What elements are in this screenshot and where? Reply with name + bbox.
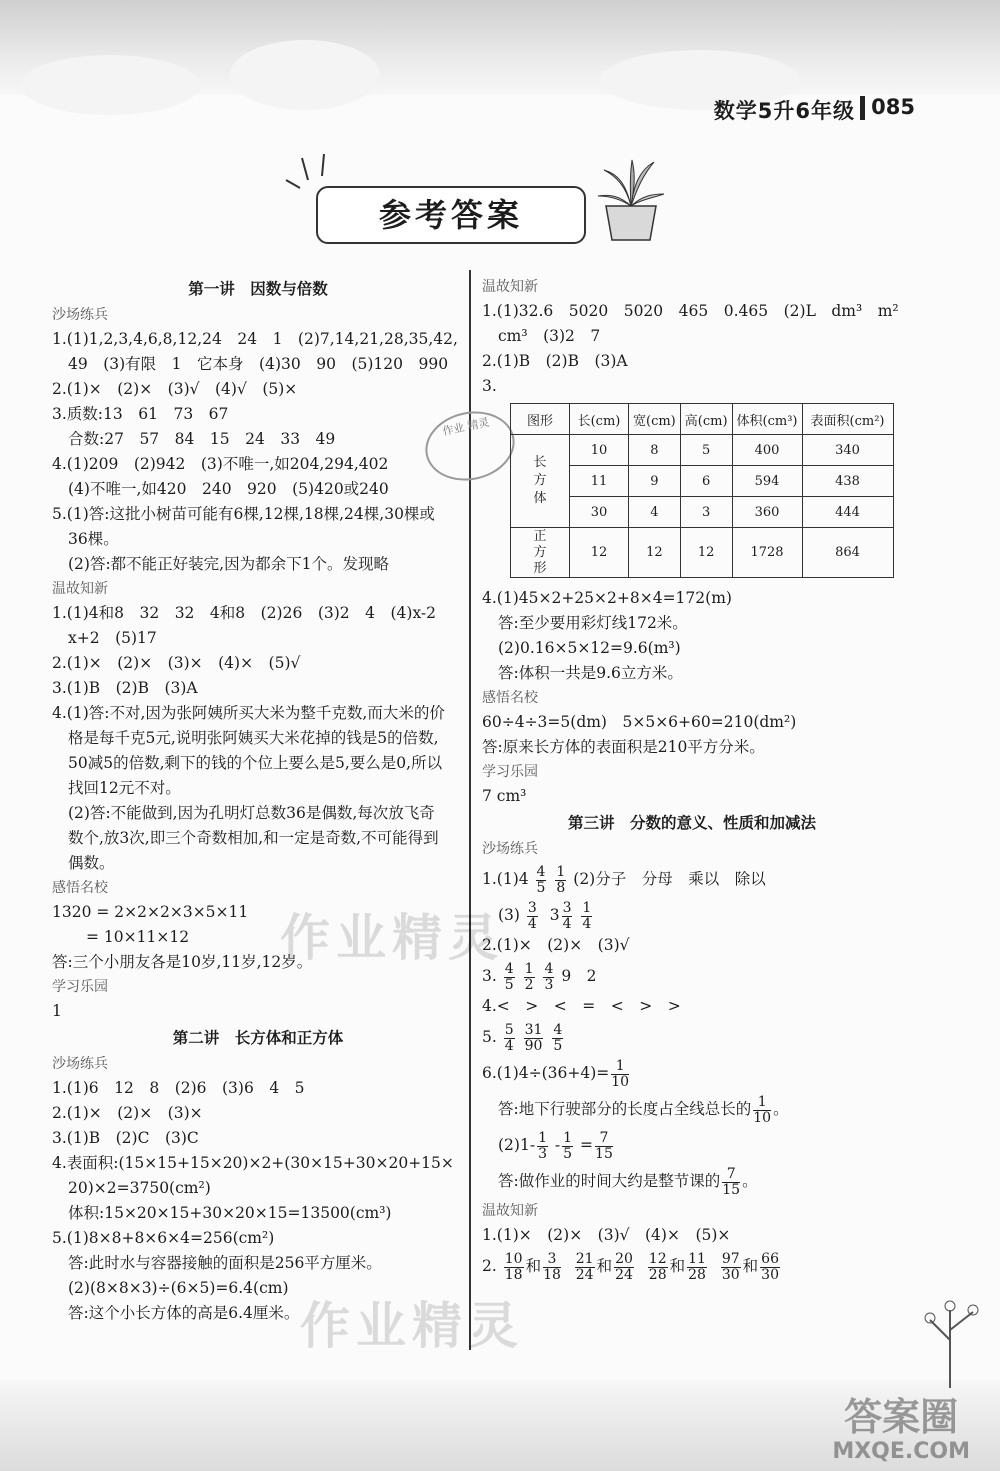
answer-line: 3.(1)B (2)B (3)A: [52, 679, 198, 697]
table-cell: 12: [570, 528, 629, 578]
header-banner: [0, 0, 1000, 95]
answer-line: 答:体积一共是9.6立方米。: [498, 664, 683, 682]
answer-line: (3) $\frac{3}{4}$ 3 $\frac{3}{4}$ $\frac{1}{4}$: [498, 899, 592, 932]
left-column: [52, 275, 464, 1326]
answer-line: 2.(1)× (2)× (3)√: [482, 936, 630, 954]
fraction: $\frac{12}{28}$: [648, 1250, 667, 1283]
answer-line: 答:三个小朋友各是10岁,11岁,12岁。: [52, 953, 313, 971]
answer-line: 4.(1)答:不对,因为张阿姨所买大米为整千克数,而大米的价: [52, 704, 445, 722]
table-header-cell: 图形: [511, 404, 570, 435]
fraction: $\frac{11}{28}$: [688, 1250, 706, 1283]
fraction: $\frac{1}{2}$: [524, 960, 534, 993]
table-cell: 438: [802, 466, 893, 497]
answer-line: 1320 = 2×2×2×3×5×11: [52, 903, 249, 921]
answer-line: 49 (3)有限 1 它本身 (4)30 90 (5)120 990: [68, 355, 449, 373]
answer-line: x+2 (5)17: [68, 629, 157, 647]
answer-line: 4.< > < = < > >: [482, 997, 681, 1015]
section-heading: 第三讲 分数的意义、性质和加减法: [567, 814, 816, 832]
table-cell: 3: [680, 497, 732, 528]
answer-line: 6.(1)4÷(36+4)= $\frac{1}{10}$: [482, 1057, 630, 1090]
answer-line: 36棵。: [68, 530, 119, 548]
table-cell: 12: [680, 528, 732, 578]
answer-line: 4.(1)209 (2)942 (3)不唯一,如204,294,402: [52, 455, 389, 473]
fraction: $\frac{20}{24}$: [615, 1250, 633, 1283]
answer-line: 答:做作业的时间大约是整节课的 $\frac{7}{15}$ 。: [498, 1165, 758, 1198]
answer-line: 3.质数:13 61 73 67: [52, 405, 229, 423]
answer-line: 1.(1)4 $\frac{4}{5}$ $\frac{1}{8}$ (2)分子 分母 乘以 除以: [482, 863, 766, 896]
table-row: [511, 528, 894, 578]
fraction: $\frac{1}{3}$: [538, 1129, 547, 1162]
answer-line: 数个,放3次,即三个奇数相加,和一定是奇数,不可能得到: [68, 829, 439, 847]
table-cell: 10: [570, 435, 629, 466]
answer-line: 1.(1)4和8 32 32 4和8 (2)26 (3)2 4 (4)x-2: [52, 604, 437, 622]
table-cell: 340: [802, 435, 893, 466]
subsection-label: 感悟名校: [52, 880, 108, 896]
answer-line: 4.(1)45×2+25×2+8×4=172(m): [482, 589, 732, 607]
fraction: $\frac{4}{5}$: [504, 960, 514, 993]
table-cell: 360: [732, 497, 802, 528]
answer-line: 2. $\frac{10}{18}$ 和 $\frac{3}{18}$ $\frac{21}{24}$ 和 $\frac{20}{24}$ $\frac{12}{28}$ 和 $\frac{11}{28}$ $\frac{97}{30}$ 和 $\frac{66}{30}$: [482, 1250, 779, 1283]
answer-line: 50减5的倍数,剩下的钱的个位上要么是5,要么是0,所以: [68, 754, 443, 772]
answer-line: 找回12元不对。: [68, 779, 181, 797]
watermark-stamp: 作业 精灵: [419, 403, 521, 488]
subsection-label: 温故知新: [52, 581, 108, 597]
fraction: $\frac{97}{30}$: [721, 1250, 740, 1283]
answer-line: 2.(1)× (2)× (3)√ (4)√ (5)×: [52, 380, 298, 398]
answer-line: 5. $\frac{5}{4}$ $\frac{31}{90}$ $\frac{4}{5}$: [482, 1021, 563, 1054]
answer-line: 答:至少要用彩灯线172米。: [498, 614, 688, 632]
answer-line: 3.: [482, 377, 497, 395]
table-group-cell: 正方形: [511, 528, 570, 578]
table-header-cell: 高(cm): [680, 404, 732, 435]
fraction: $\frac{1}{8}$: [556, 863, 566, 896]
table-header-cell: 宽(cm): [629, 404, 681, 435]
site-logo: 答案圈 MXQE.COM: [832, 1395, 970, 1464]
subsection-label: 温故知新: [482, 1203, 538, 1219]
table-header-row: [511, 404, 894, 435]
table-cell: 1728: [732, 528, 802, 578]
fraction: $\frac{1}{10}$: [753, 1093, 772, 1126]
answer-table: [510, 403, 894, 578]
answer-line: (2)1- $\frac{1}{3}$ - $\frac{1}{5}$ = $\frac{7}{15}$: [498, 1129, 613, 1162]
subsection-label: 温故知新: [482, 279, 538, 295]
fraction: $\frac{3}{18}$: [543, 1250, 561, 1283]
table-group-cell: 长方体: [511, 435, 570, 528]
subsection-label: 沙场练兵: [52, 307, 108, 323]
answer-line: 1.(1)6 12 8 (2)6 (3)6 4 5: [52, 1079, 305, 1097]
answer-line: 答:原来长方体的表面积是210平方分米。: [482, 738, 765, 756]
answer-line: 5.(1)答:这批小树苗可能有6棵,12棵,18棵,24棵,30棵或: [52, 505, 435, 523]
main-title-box: [316, 186, 586, 244]
book-title: 数学5升6年级: [713, 99, 855, 123]
fraction: $\frac{7}{15}$: [595, 1129, 613, 1162]
answer-line: (2)(8×8×3)÷(6×5)=6.4(cm): [68, 1279, 289, 1297]
answer-line: = 10×11×12: [86, 928, 190, 946]
answer-line: 4.表面积:(15×15+15×20)×2+(30×15+30×20+15×: [52, 1154, 454, 1172]
fraction: $\frac{1}{4}$: [582, 899, 592, 932]
main-title: 参考答案: [378, 196, 523, 234]
fraction: $\frac{21}{24}$: [575, 1250, 594, 1283]
answer-line: 答:这个小长方体的高是6.4厘米。: [68, 1304, 300, 1322]
answer-line: 2.(1)B (2)B (3)A: [482, 352, 628, 370]
fraction: $\frac{1}{10}$: [611, 1057, 630, 1090]
answer-line: cm³ (3)2 7: [498, 327, 601, 345]
answer-line: (2)0.16×5×12=9.6(m³): [498, 639, 681, 657]
fraction: $\frac{3}{4}$: [562, 899, 572, 932]
subsection-label: 学习乐园: [482, 764, 538, 780]
answer-line: (4)不唯一,如420 240 920 (5)420或240: [68, 480, 389, 498]
answer-line: 3. $\frac{4}{5}$ $\frac{1}{2}$ $\frac{4}{3}$ 9 2: [482, 960, 597, 993]
fraction: $\frac{7}{15}$: [722, 1165, 741, 1198]
watermark: 作业精灵: [300, 1297, 524, 1355]
fraction: $\frac{1}{5}$: [563, 1129, 573, 1162]
subsection-label: 沙场练兵: [52, 1056, 108, 1072]
potted-plant-icon: [596, 156, 666, 242]
fraction: $\frac{10}{18}$: [504, 1250, 523, 1283]
table-cell: 5: [680, 435, 732, 466]
answer-line: 5.(1)8×8+8×6×4=256(cm²): [52, 1229, 275, 1247]
subsection-label: 沙场练兵: [482, 841, 538, 857]
table-header-cell: 表面积(cm²): [802, 404, 893, 435]
tree-icon: [915, 1280, 985, 1390]
header-divider: [860, 96, 865, 120]
table-cell: 594: [732, 466, 802, 497]
answer-line: 2.(1)× (2)× (3)× (4)× (5)√: [52, 654, 301, 672]
answer-line: 答:地下行驶部分的长度占全线总长的 $\frac{1}{10}$ 。: [498, 1093, 789, 1126]
fraction: $\frac{4}{5}$: [553, 1021, 563, 1054]
answer-line: 答:此时水与容器接触的面积是256平方厘米。: [68, 1254, 382, 1272]
section-heading: 第二讲 长方体和正方体: [172, 1029, 344, 1047]
table-cell: 11: [570, 466, 629, 497]
answer-line: 1.(1)1,2,3,4,6,8,12,24 24 1 (2)7,14,21,28,35,42,: [52, 330, 458, 348]
answer-line: 合数:27 57 84 15 24 33 49: [68, 430, 336, 448]
table-cell: 444: [802, 497, 893, 528]
subsection-label: 学习乐园: [52, 979, 108, 995]
fraction: $\frac{31}{90}$: [524, 1021, 543, 1054]
answer-line: 格是每千克5元,说明张阿姨买大米花掉的钱是5的倍数,: [68, 729, 439, 747]
subsection-label: 感悟名校: [482, 690, 538, 706]
fraction: $\frac{4}{3}$: [544, 960, 554, 993]
answer-line: 偶数。: [68, 854, 115, 872]
fraction: $\frac{66}{30}$: [761, 1250, 779, 1283]
table-cell: 8: [629, 435, 681, 466]
fraction: $\frac{3}{4}$: [527, 899, 537, 932]
table-cell: 9: [629, 466, 681, 497]
fraction: $\frac{5}{4}$: [504, 1021, 514, 1054]
table-cell: 864: [802, 528, 893, 578]
answer-line: 20)×2=3750(cm²): [68, 1179, 211, 1197]
right-column: [482, 275, 902, 1284]
answer-line: 7 cm³: [482, 787, 527, 805]
answer-line: 1: [52, 1002, 62, 1020]
fraction: $\frac{4}{5}$: [536, 863, 546, 896]
answer-line: 2.(1)× (2)× (3)×: [52, 1104, 203, 1122]
answer-line: 体积:15×20×15+30×20×15=13500(cm³): [68, 1204, 392, 1222]
table-cell: 4: [629, 497, 681, 528]
answer-line: 60÷4÷3=5(dm) 5×5×6+60=210(dm²): [482, 713, 797, 731]
table-header-cell: 长(cm): [570, 404, 629, 435]
table-cell: 6: [680, 466, 732, 497]
answer-line: 1.(1)32.6 5020 5020 465 0.465 (2)L dm³ m²: [482, 302, 899, 320]
watermark: 作业精灵: [280, 909, 504, 967]
table-cell: 400: [732, 435, 802, 466]
table-row: [511, 435, 894, 466]
page-number: 085: [871, 95, 915, 119]
section-heading: 第一讲 因数与倍数: [188, 280, 328, 298]
table-header-cell: 体积(cm³): [732, 404, 802, 435]
answer-line: (2)答:都不能正好装完,因为都余下1个。发现略: [68, 555, 389, 573]
answer-line: (2)答:不能做到,因为孔明灯总数36是偶数,每次放飞奇: [68, 804, 435, 822]
answer-line: 3.(1)B (2)C (3)C: [52, 1129, 199, 1147]
table-cell: 30: [570, 497, 629, 528]
table-cell: 12: [629, 528, 681, 578]
answer-line: 1.(1)× (2)× (3)√ (4)× (5)×: [482, 1226, 731, 1244]
